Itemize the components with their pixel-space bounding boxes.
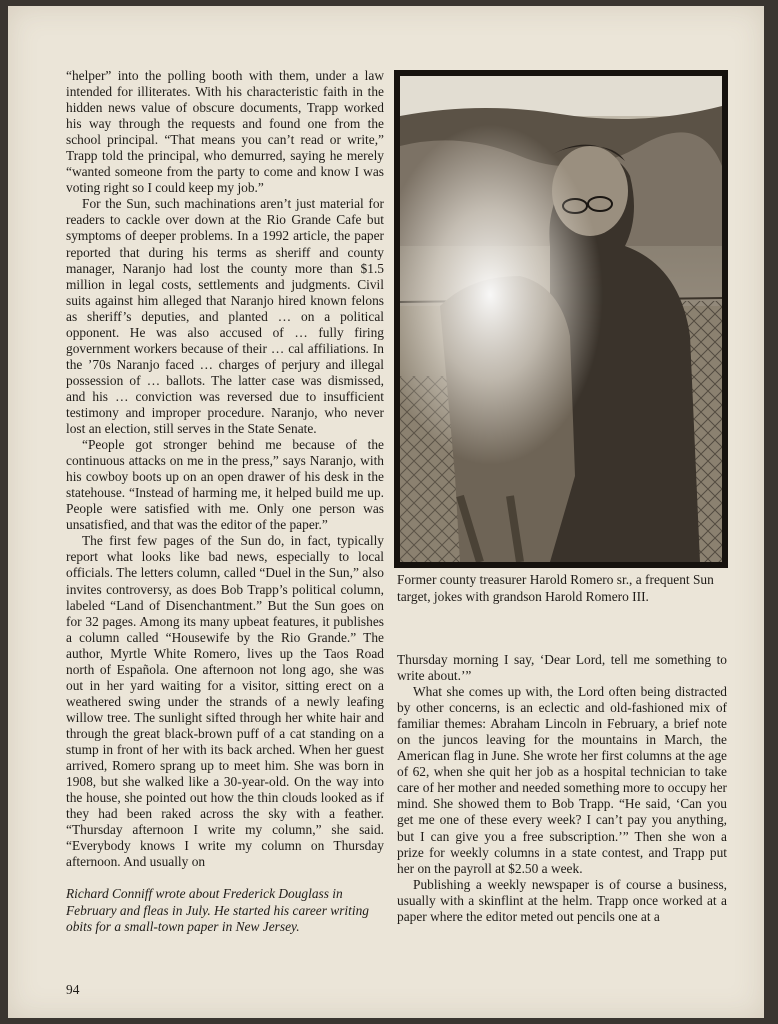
paragraph: What she comes up with, the Lord often being distracted by other concerns, is an eclectic and old-fashioned mix of familiar themes: Abraham Lincoln in February, a brief note on the juncos leaving for the mountains in March, the American flag in June. She wrote her first columns at the age of 62, when she quit her job as a hospital technician to take care of her mother and needed something more to occupy her mind. She showed them to Bob Trapp. “He said, ‘Can you get me one of these every week? I can’t pay you anything, but I can give you a free subscription.’” Then she won a prize for weekly columns in a state contest, and Trapp put her on the payroll at $2.50 a week. [397,684,727,876]
magazine-page [8,6,764,1018]
page-number: 94 [66,982,80,997]
paragraph: Thursday morning I say, ‘Dear Lord, tell me something to write about.’” [397,652,727,684]
photo-image [400,76,722,562]
left-column [66,68,384,870]
photo-caption: Former county treasurer Harold Romero sr., a frequent Sun target, jokes with grandson Harold Romero III. [397,572,714,604]
paragraph: “helper” into the polling booth with them, under a law intended for illiterates. With his characteristic faith in the hidden news value of obscure documents, Trapp worked his way through the requests and found one from the school principal. “That means you can’t read or write,” Trapp told the principal, who demurred, saying he merely “wanted someone from the party to come and know I was voting right so I could keep my job.” [66,68,384,196]
paragraph: Publishing a weekly newspaper is of course a business, usually with a skinflint at the helm. Trapp once worked at a paper where the editor meted out pencils one at a [397,876,727,924]
paragraph: For the Sun, such machinations aren’t just material for readers to cackle over down at the Rio Grande Cafe but symptoms of deeper problems. In a 1992 article, the paper reported that during his terms as sheriff and county manager, Naranjo had lost the county more than $1.5 million in legal costs, settlements and judgments. Civil suits against him alleged that Naranjo hired known felons as sheriff’s deputies, and planted … on a political opponent. He was also accused of … fully firing government workers because of their … cal affiliations. In the ’70s Naranjo faced … charges of perjury and illegal possession of … ballots. The latter case was dismissed, and his … conviction was reversed due to insufficient testimony and improper procedure. Naranjo, who never lost an election, still serves in the State Senate. [66,196,384,437]
paragraph: The first few pages of the Sun do, in fact, typically report what looks like bad news, especially to local officials. The letters column, called “Duel in the Sun,” also invites controversy, as does Bob Trapp’s political column, labeled “Land of Disenchantment.” But the Sun goes on for 32 pages. Among its many upbeat features, it publishes a column called “Housewife by the Rio Grande.” The author, Myrtle White Romero, lives up the Taos Road north of Española. One afternoon not long ago, she was out in her yard waiting for a visitor, sitting erect on a weathered swing under the strands of a newly leafing willow tree. The sunlight sifted through her white hair and through the great black-brown puff of a cat standing on a stump in front of her with its back arched. When her guest arrived, Romero sprang up to meet him. She was born in 1908, but she walked like a 30-year-old. On the way into the house, she pointed out how the thin clouds looked as if they had been raked across the sky with a feather. “Thursday afternoon I write my column,” she said. “Everybody knows I write my column on Thursday afternoon. And usually on [66,533,384,870]
paragraph: “People got stronger behind me because of the continuous attacks on me in the press,” says Naranjo, with his cowboy boots up on an open drawer of his desk in the statehouse. “Instead of harming me, it helped build me up. People were satisfied with me. Only one person was unsatisfied, and that was the editor of the paper.” [66,437,384,533]
right-column [397,652,727,925]
photo-illustration [400,76,722,562]
photograph [394,70,728,568]
author-bio: Richard Conniff wrote about Frederick Douglass in February and fleas in July. He started his career writing obits for a small-town paper in New Jersey. [66,886,369,934]
